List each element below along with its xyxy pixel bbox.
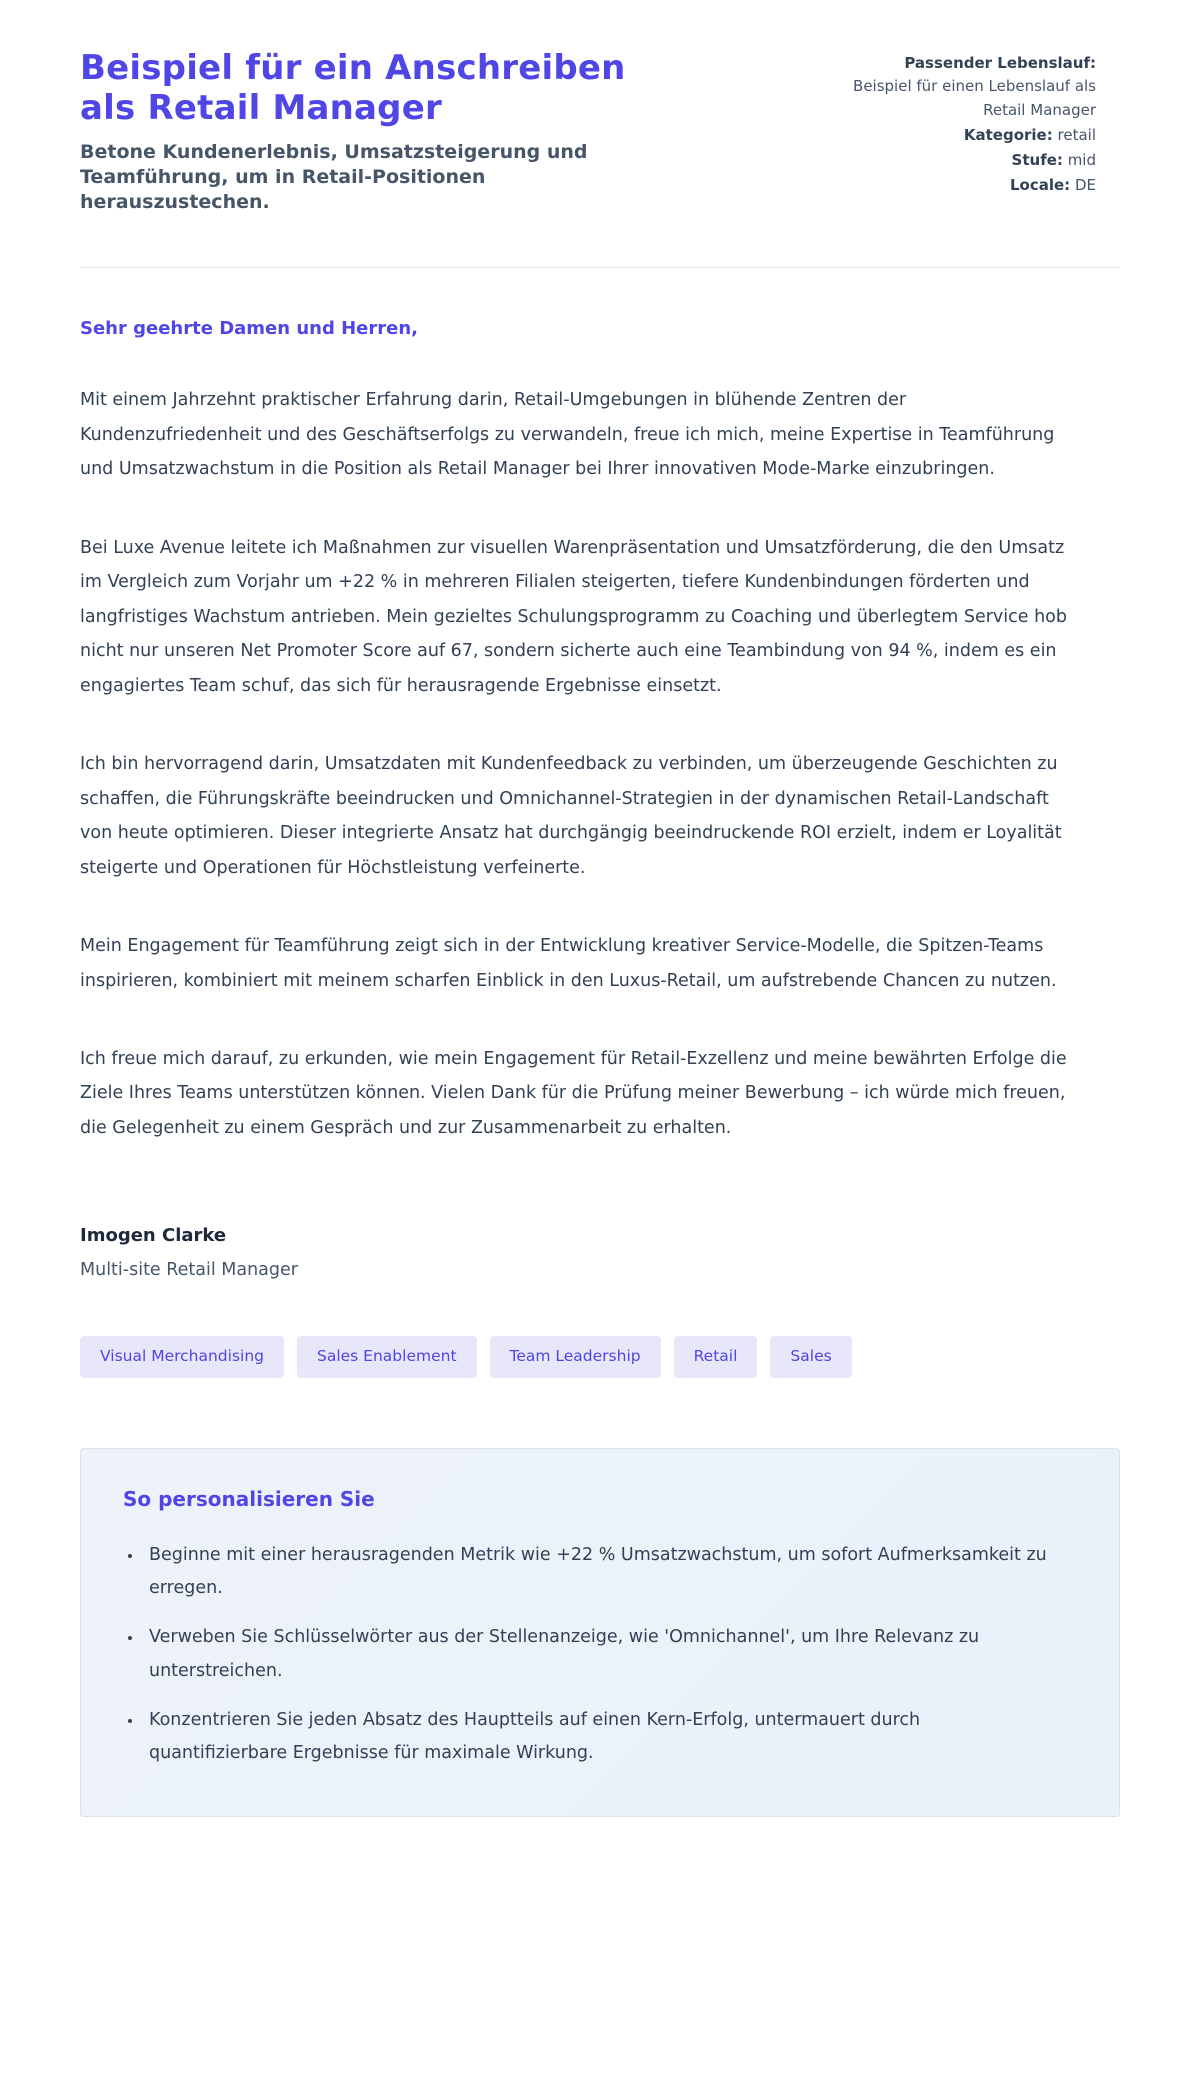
meta-level <box>820 149 1096 172</box>
tips-list <box>121 1539 1079 1771</box>
meta-resume <box>820 52 1096 122</box>
letter-paragraph: Mein Engagement für Teamführung zeigt sich in der Entwicklung kreativer Service-Modelle, die Spitzen-Teams inspirieren, kombiniert mit meinem scharfen Einblick in den Luxus-Retail, um aufstrebende Chancen zu nutzen. <box>80 936 1057 991</box>
tag-sales-enablement[interactable]: Sales Enablement <box>297 1336 477 1378</box>
tag-team-leadership[interactable]: Team Leadership <box>490 1336 661 1378</box>
tips-title: So personalisieren Sie <box>123 1486 375 1511</box>
header-meta <box>820 48 1120 198</box>
signature-role: Multi-site Retail Manager <box>80 1260 298 1281</box>
tip-item: • Verweben Sie Schlüsselwörter aus der Stellenanzeige, wie 'Omnichannel', um Ihre Relevanz zu unterstreichen. <box>143 1621 1063 1688</box>
meta-category-label: Kategorie: <box>963 125 1053 144</box>
tag-visual-merchandising[interactable]: Visual Merchandising <box>80 1336 284 1378</box>
tag-sales[interactable]: Sales <box>770 1336 851 1378</box>
header-title-block <box>80 48 660 215</box>
meta-locale-value: DE <box>1074 176 1096 195</box>
meta-category-value: retail <box>1057 125 1096 144</box>
signature-block <box>80 1225 1120 1280</box>
tag-row <box>80 1336 1120 1378</box>
meta-locale <box>820 174 1096 197</box>
letter-salutation: Sehr geehrte Damen und Herren, <box>80 318 419 340</box>
tips-callout <box>80 1448 1120 1818</box>
tag-retail[interactable]: Retail <box>674 1336 758 1378</box>
page-subtitle: Betone Kundenerlebnis, Umsatzsteigerung und Teamführung, um in Retail-Positionen herauszustechen. <box>80 141 588 214</box>
meta-level-value: mid <box>1067 151 1096 169</box>
letter-paragraph: Bei Luxe Avenue leitete ich Maßnahmen zur visuellen Warenpräsentation und Umsatzförderung, die den Umsatz im Vergleich zum Vorjahr um +22 % in mehreren Filialen steigerten, tiefere Kundenbindungen förderten und langfristiges Wachstum antrieben. Mein gezieltes Schulungsprogramm zu Coaching und überlegtem Service hob nicht nur unseren Net Promoter Score auf 67, sondern sicherte auch eine Teambindung von 94 %, indem es ein engagiertes Team schuf, das sich für herausragende Ergebnisse einsetzt. <box>80 537 1067 696</box>
meta-resume-value: Beispiel für einen Lebenslauf als Retail Manager <box>853 77 1096 119</box>
letter-paragraph: Mit einem Jahrzehnt praktischer Erfahrung darin, Retail-Umgebungen in blühende Zentren der Kundenzufriedenheit und des Geschäftserfolgs zu verwandeln, freue ich mich, meine Expertise in Teamführung und Umsatzwachstum in die Position als Retail Manager bei Ihrer innovativen Mode-Marke einzubringen. <box>80 390 1055 480</box>
signature-name: Imogen Clarke <box>80 1225 227 1247</box>
meta-category <box>820 124 1096 147</box>
meta-locale-label: Locale: <box>1009 176 1071 195</box>
meta-resume-label: Passender Lebenslauf: <box>904 54 1096 72</box>
page-title: Beispiel für ein Anschreiben als Retail Manager <box>80 48 626 129</box>
letter-body <box>80 318 1120 1280</box>
meta-level-label: Stufe: <box>1011 151 1063 169</box>
tip-item: • Konzentrieren Sie jeden Absatz des Hauptteils auf einen Kern-Erfolg, untermauert durch quantifizierbare Ergebnisse für maximale Wirkung. <box>143 1704 1063 1771</box>
page-header <box>80 48 1120 215</box>
letter-paragraph: Ich freue mich darauf, zu erkunden, wie mein Engagement für Retail-Exzellenz und meine bewährten Erfolge die Ziele Ihres Teams unterstützen können. Vielen Dank für die Prüfung meiner Bewerbung – ich würde mich freuen, die Gelegenheit zu einem Gespräch und zur Zusammenarbeit zu erhalten. <box>80 1049 1067 1138</box>
tip-item: • Beginne mit einer herausragenden Metrik wie +22 % Umsatzwachstum, um sofort Aufmerksamkeit zu erregen. <box>143 1539 1063 1606</box>
letter-paragraph: Ich bin hervorragend darin, Umsatzdaten mit Kundenfeedback zu verbinden, um überzeugende Geschichten zu schaffen, die Führungskräfte beeindrucken und Omnichannel-Strategien in der dynamischen Retail-Landschaft von heute optimieren. Dieser integrierte Ansatz hat durchgängig beeindruckende ROI erzielt, indem er Loyalität steigerte und Operationen für Höchstleistung verfeinerte. <box>80 754 1062 878</box>
header-divider <box>80 267 1120 268</box>
